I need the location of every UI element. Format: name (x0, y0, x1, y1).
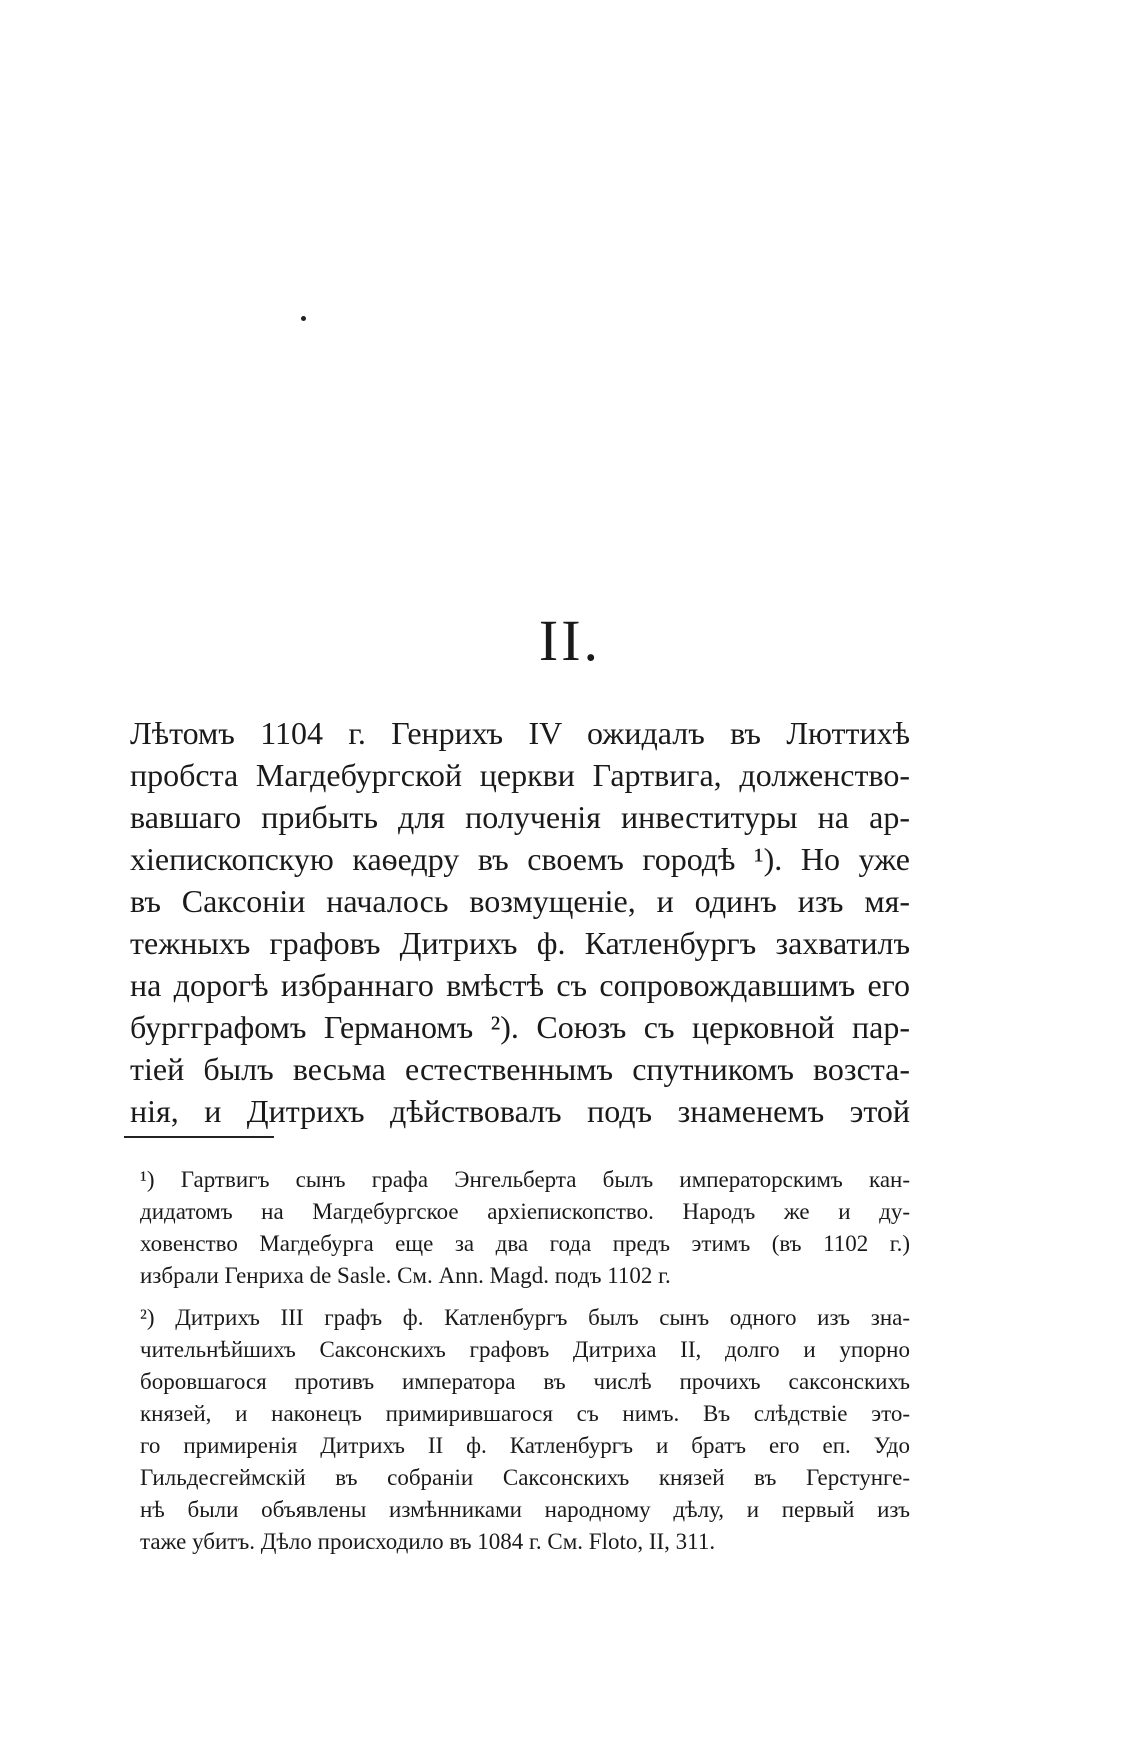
footnote-line: дидатомъ на Магдебургское архіепископство. Народъ же и ду- (140, 1199, 910, 1224)
footnotes (140, 1164, 910, 1568)
footnote-line: таже убитъ. Дѣло происходило въ 1084 г. См. Floto, II, 311. (140, 1529, 716, 1554)
body-line: вавшаго прибыть для полученія инвеституры на ар- (130, 799, 910, 835)
body-line: тіей былъ весьма естественнымъ спутникомъ возста- (130, 1051, 910, 1087)
footnote-line: чительнѣйшихъ Саксонскихъ графовъ Дитриха II, долго и упорно (140, 1337, 910, 1362)
footnote-1 (140, 1164, 910, 1292)
footnote-separator (124, 1136, 274, 1138)
ink-speck (301, 316, 306, 321)
footnote-2 (140, 1302, 910, 1558)
body-line: тежныхъ графовъ Дитрихъ ф. Катленбургъ захватилъ (130, 925, 910, 961)
body-line: бургграфомъ Германомъ ²). Союзъ съ церковной пар- (130, 1009, 910, 1045)
footnote-line: избрали Генриха de Sasle. См. Ann. Magd. подъ 1102 г. (140, 1263, 671, 1288)
footnote-line: ²) Дитрихъ III графъ ф. Катленбургъ былъ сынъ одного изъ зна- (140, 1305, 910, 1330)
body-line: пробста Магдебургской церкви Гартвига, долженство- (130, 757, 910, 793)
footnote-line: ховенство Магдебурга еще за два года предъ этимъ (въ 1102 г.) (140, 1231, 910, 1256)
body-line: въ Саксоніи началось возмущеніе, и одинъ изъ мя- (130, 883, 910, 919)
main-paragraph (130, 712, 910, 1132)
body-line: хіепископскую каѳедру въ своемъ городѣ ¹). Но уже (130, 841, 910, 877)
body-line: нія, и Дитрихъ дѣйствовалъ подъ знаменемъ этой (130, 1093, 910, 1129)
footnote-line: го примиренія Дитрихъ II ф. Катленбургъ и братъ его еп. Удо (140, 1433, 910, 1458)
footnote-line: боровшагося противъ императора въ числѣ прочихъ саксонскихъ (140, 1369, 910, 1394)
footnote-line: князей, и наконецъ примирившагося съ нимъ. Въ слѣдствіе это- (140, 1401, 910, 1426)
body-line: на дорогѣ избраннаго вмѣстѣ съ сопровождавшимъ его (130, 967, 910, 1003)
footnote-line: нѣ были объявлены измѣнниками народному дѣлу, и первый изъ (140, 1497, 910, 1522)
body-line: Лѣтомъ 1104 г. Генрихъ IV ожидалъ въ Люттихѣ (130, 715, 910, 751)
chapter-heading: II. (538, 608, 602, 673)
footnote-line: ¹) Гартвигъ сынъ графа Энгельберта былъ императорскимъ кан- (140, 1167, 910, 1192)
footnote-line: Гильдесгеймскій въ собраніи Саксонскихъ князей въ Герстунге- (140, 1465, 910, 1490)
